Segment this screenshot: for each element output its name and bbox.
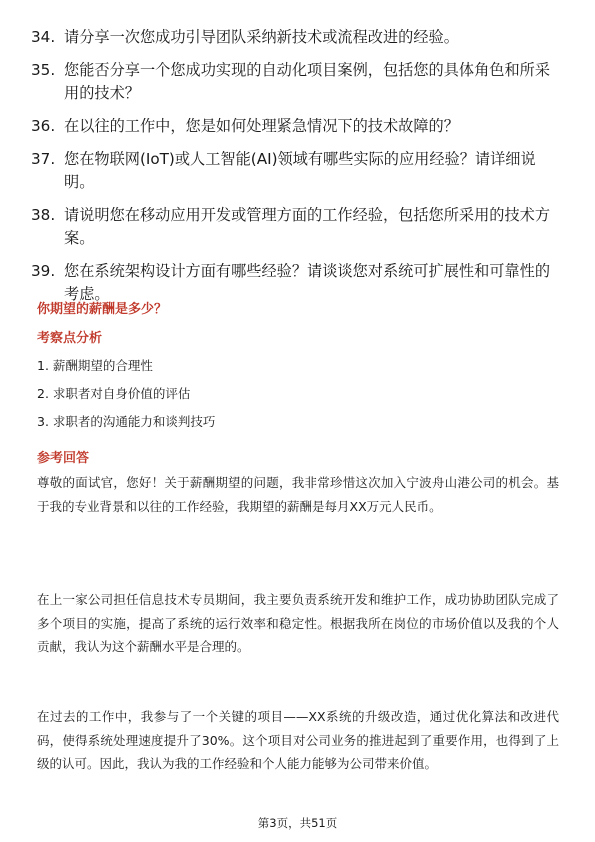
question-number: 39. [31,262,56,280]
question-text: 请分享一次您成功引导团队采纳新技术或流程改进的经验。 [64,28,459,46]
question-item [31,260,561,306]
answer-paragraph: 尊敬的面试官，您好！关于薪酬期望的问题，我非常珍惜这次加入宁波舟山港公司的机会。基于我的专业背景和以往的工作经验，我期望的薪酬是每月XX万元人民币。 [37,475,559,514]
question-number: 34. [31,28,56,46]
question-item [31,26,561,49]
question-number: 36. [31,117,56,135]
question-item [31,148,561,194]
analysis-item: 3. 求职者的沟通能力和谈判技巧 [37,414,216,429]
analysis-heading: 考察点分析 [37,331,103,346]
question-number: 37. [31,150,56,168]
answer-paragraph: 在上一家公司担任信息技术专员期间，我主要负责系统开发和维护工作，成功协助团队完成了多个项目的实施，提高了系统的运行效率和稳定性。根据我所在岗位的市场价值以及我的个人贡献，我认为这个薪酬水平是合理的。 [37,592,559,654]
analysis-item: 1. 薪酬期望的合理性 [37,358,153,373]
page-footer: 第3页，共51页 [257,816,338,830]
question-item [31,115,561,138]
answer-heading: 参考回答 [37,451,90,466]
question-list [31,26,561,316]
question-text: 您在系统架构设计方面有哪些经验？请谈谈您对系统可扩展性和可靠性的考虑。 [64,262,550,303]
analysis-item: 2. 求职者对自身价值的评估 [37,386,191,401]
question-text: 请说明您在移动应用开发或管理方面的工作经验，包括您所采用的技术方案。 [64,206,550,247]
answer-paragraph: 在过去的工作中，我参与了一个关键的项目——XX系统的升级改造，通过优化算法和改进代码，使得系统处理速度提升了30%。这个项目对公司业务的推进起到了重要作用，也得到了上级的认可。因此，我认为我的工作经验和个人能力能够为公司带来价值。 [37,709,559,771]
question-number: 35. [31,61,56,79]
question-item [31,204,561,250]
question-item [31,59,561,105]
question-text: 在以往的工作中，您是如何处理紧急情况下的技术故障的？ [64,117,459,135]
section-question-heading: 你期望的薪酬是多少？ [37,302,168,317]
question-text: 您在物联网(IoT)或人工智能(AI)领域有哪些实际的应用经验？请详细说明。 [64,150,536,191]
question-text: 您能否分享一个您成功实现的自动化项目案例，包括您的具体角色和所采用的技术？ [64,61,550,102]
question-number: 38. [31,206,56,224]
